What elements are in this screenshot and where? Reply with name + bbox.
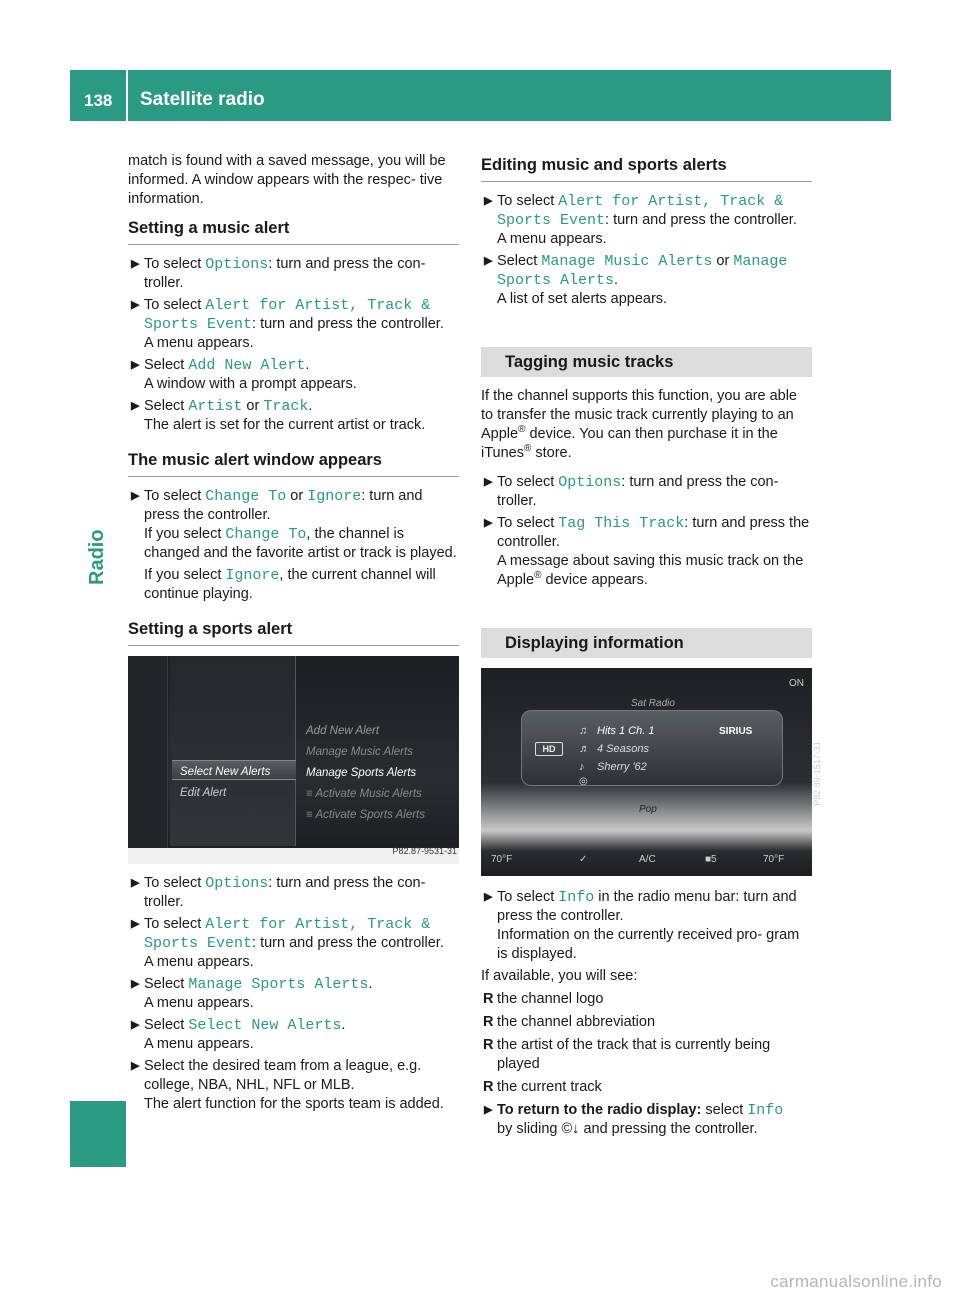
step: ▶ Select Manage Sports Alerts. A menu appears. xyxy=(131,976,373,1011)
radio-info-screenshot xyxy=(481,668,823,876)
menu-item-activate-music-alerts: ≡ Activate Music Alerts xyxy=(306,788,422,800)
screen-left-panel xyxy=(128,656,168,864)
fan-speed: ■5 xyxy=(705,854,717,865)
heading-displaying: Displaying information xyxy=(481,628,812,658)
available-text: If available, you will see: xyxy=(481,968,638,984)
tagging-intro: If the channel supports this function, you are able to transfer the music track currently playing to an Apple® device. You can then purchase it in the iTunes® store. xyxy=(481,388,797,461)
screen-menu-panel xyxy=(170,656,296,846)
menu-item-edit-alert: Edit Alert xyxy=(180,787,227,799)
page-header xyxy=(70,70,891,121)
step: ▶ To select Info in the radio menu bar: turn and press the controller. Information on the currently received pro- gram is displayed. xyxy=(484,889,800,962)
bullet-item: R the channel abbreviation xyxy=(483,1014,656,1030)
step: ▶ To select Options: turn and press the con- troller. xyxy=(131,875,426,910)
channel-row: Hits 1 Ch. 1 xyxy=(597,725,655,737)
disc-icon: ◎ xyxy=(579,776,588,787)
heading-window-appears: The music alert window appears xyxy=(128,451,459,477)
side-tab-label: Radio xyxy=(86,529,108,585)
controller-slide-icon: ©↓ xyxy=(561,1121,580,1137)
step: ▶ To select Alert for Artist, Track & Sports Event: turn and press the controller. A menu appears. xyxy=(131,297,444,351)
left-column xyxy=(128,152,459,1117)
heading-tagging: Tagging music tracks xyxy=(481,347,812,377)
step: ▶ Select Add New Alert. A window with a prompt appears. xyxy=(131,357,357,392)
step: ▶ To select Change To or Ignore: turn and press the controller. If you select Change To, the channel is changed and the favorite artist or track is played. If you select Ignore, the current channel will continue playing. xyxy=(131,488,457,602)
menu-item-add-new-alert: Add New Alert xyxy=(306,725,380,737)
menu-item-activate-sports-alerts: ≡ Activate Sports Alerts xyxy=(306,809,425,821)
music-note-icon: ♫ xyxy=(579,725,588,737)
step: ▶ To select Options: turn and press the con- troller. xyxy=(131,256,426,291)
menu-item-manage-sports-alerts: Manage Sports Alerts xyxy=(306,767,417,779)
track-icon: ♪ xyxy=(579,761,585,773)
track-row: Sherry '62 xyxy=(597,761,647,773)
heading-editing: Editing music and sports alerts xyxy=(481,156,812,182)
step: ▶ Select Manage Music Alerts or Manage Sports Alerts. A list of set alerts appears. xyxy=(484,253,788,307)
bullet-item: R the current track xyxy=(483,1079,602,1095)
bullet-item: R the artist of the track that is currently being played xyxy=(483,1037,771,1072)
side-tab-marker xyxy=(70,1101,126,1167)
ac-label: A/C xyxy=(639,854,656,865)
step: ▶ To select Tag This Track: turn and press the controller. A message about saving this music track on the Apple® device appears. xyxy=(484,515,810,588)
step: ▶ Select Select New Alerts. A menu appears. xyxy=(131,1017,346,1052)
side-tab xyxy=(70,121,126,1199)
artist-row: 4 Seasons xyxy=(597,743,649,755)
corner-label: ON xyxy=(789,678,804,689)
intro-text: match is found with a saved message, you will be informed. A window appears with the respec- tive information. xyxy=(128,153,446,207)
temp-right: 70°F xyxy=(763,854,785,865)
channel-logo: SIRIUS xyxy=(719,726,753,737)
heading-music-alert: Setting a music alert xyxy=(128,219,459,245)
channel-badge: HD xyxy=(535,742,563,756)
page-number: 138 xyxy=(70,70,126,121)
sat-radio-label: Sat Radio xyxy=(631,698,675,709)
temp-left: 70°F xyxy=(491,854,513,865)
menu-item-manage-music-alerts: Manage Music Alerts xyxy=(306,746,413,758)
step: ▶ To select Options: turn and press the con- troller. xyxy=(484,474,779,509)
step: ▶ To select Alert for Artist, Track & Sports Event: turn and press the controller. A menu appears. xyxy=(131,916,444,970)
step: ▶ Select the desired team from a league, e.g. college, NBA, NHL, NFL or MLB. The alert function for the sports team is added. xyxy=(131,1058,444,1112)
figure-code: P82.89-1517-31 xyxy=(812,741,823,806)
heading-sports-alert: Setting a sports alert xyxy=(128,620,459,646)
artist-icon: ♬ xyxy=(579,743,590,755)
figure-code: P82.87-9531-31 xyxy=(392,846,457,856)
genre-label: Pop xyxy=(639,804,657,815)
menu-item-select-new-alerts: Select New Alerts xyxy=(180,766,271,778)
sports-alert-screenshot xyxy=(128,656,459,864)
step: ▶ To select Alert for Artist, Track & Sports Event: turn and press the controller. A menu appears. xyxy=(484,193,797,247)
step: ▶ To return to the radio display: select Info by sliding ©↓ and pressing the controller. xyxy=(484,1102,784,1137)
right-column xyxy=(481,152,823,1142)
page-title: Satellite radio xyxy=(128,70,891,121)
fan-direction-icon: ✓ xyxy=(579,854,588,865)
bullet-item: R the channel logo xyxy=(483,991,604,1007)
step: ▶ Select Artist or Track. The alert is set for the current artist or track. xyxy=(131,398,426,433)
watermark: carmanualsonline.info xyxy=(770,1272,942,1291)
